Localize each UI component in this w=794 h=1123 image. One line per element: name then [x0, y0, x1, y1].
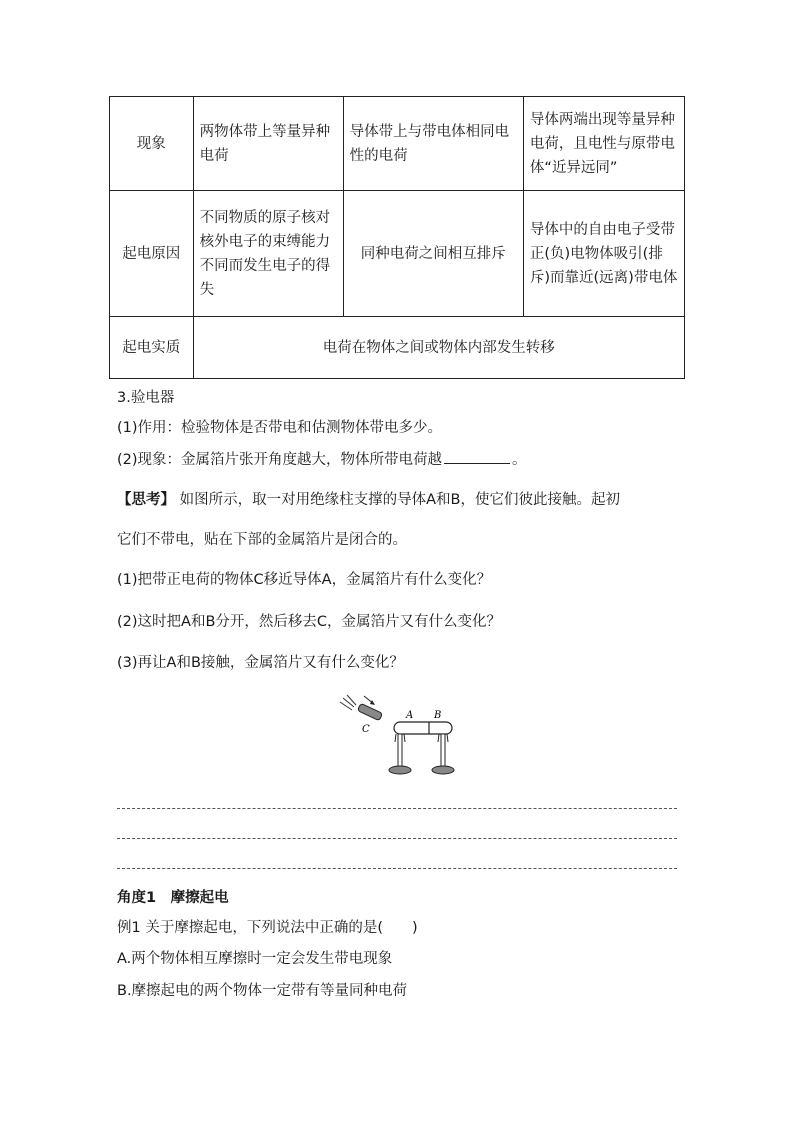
section-item-2	[117, 448, 527, 469]
base-left	[389, 766, 411, 774]
think-paragraph-line2: 它们不带电，贴在下部的金属箔片是闭合的。	[117, 532, 407, 548]
answer-line[interactable]	[117, 868, 677, 869]
example-question: 例1 关于摩擦起电，下列说法中正确的是( )	[117, 920, 418, 936]
label-b: B	[434, 710, 442, 721]
row-header-essence: 起电实质	[110, 317, 194, 379]
question-2: (2)这时把A和B分开，然后移去C，金属箔片又有什么变化？	[117, 614, 502, 630]
option-b[interactable]: B.摩擦起电的两个物体一定带有等量同种电荷	[117, 983, 408, 999]
think-text: 如图所示，取一对用绝缘柱支撑的导体A和B，使它们彼此接触。起初	[179, 492, 620, 508]
table-cell: 两物体带上等量异种电荷	[193, 97, 343, 191]
option-a[interactable]: A.两个物体相互摩擦时一定会发生带电现象	[117, 951, 393, 967]
table-cell: 导体两端出现等量异种电荷，且电性与原带电体“近异远同”	[523, 97, 684, 191]
table-cell: 导体带上与带电体相同电性的电荷	[343, 97, 523, 191]
row-header-cause: 起电原因	[110, 191, 194, 317]
item2-suffix: 。	[512, 452, 527, 468]
comparison-table	[109, 96, 685, 379]
label-a: A	[406, 710, 414, 721]
section-item-1: (1)作用：检验物体是否带电和估测物体带电多少。	[117, 420, 443, 436]
stand-right	[441, 734, 445, 768]
fill-blank[interactable]	[444, 449, 510, 464]
arrow-head-icon	[370, 700, 375, 705]
item2-text: (2)现象：金属箔片张开角度越大，物体所带电荷越	[117, 452, 443, 468]
table-cell: 不同物质的原子核对核外电子的束缚能力不同而发生电子的得失	[193, 191, 343, 317]
think-tag: 【思考】	[117, 492, 175, 508]
question-1: (1)把带正电荷的物体C移近导体A，金属箔片有什么变化？	[117, 572, 492, 588]
table-row	[110, 97, 685, 191]
answer-line[interactable]	[117, 838, 677, 839]
foil-icon	[395, 734, 448, 742]
table-cell: 导体中的自由电子受带正(负)电物体吸引(排斥)而靠近(远离)带电体	[523, 191, 684, 317]
electroscope-figure	[334, 690, 464, 780]
table-merged-cell: 电荷在物体之间或物体内部发生转移	[193, 317, 684, 379]
question-3: (3)再让A和B接触，金属箔片又有什么变化？	[117, 655, 404, 671]
hand-icon	[340, 695, 356, 710]
section-title: 3.验电器	[117, 390, 175, 406]
answer-line[interactable]	[117, 808, 677, 809]
table-row	[110, 191, 685, 317]
table-row	[110, 317, 685, 379]
base-right	[432, 766, 454, 774]
think-paragraph-line1	[117, 488, 620, 509]
rod-c-icon	[357, 703, 382, 720]
angle-title: 角度1 摩擦起电	[117, 890, 229, 906]
row-header-phenomenon: 现象	[110, 97, 194, 191]
conductor-ab	[394, 722, 452, 734]
stand-left	[398, 734, 402, 768]
table-cell: 同种电荷之间相互排斥	[343, 191, 523, 317]
label-c: C	[362, 724, 370, 735]
